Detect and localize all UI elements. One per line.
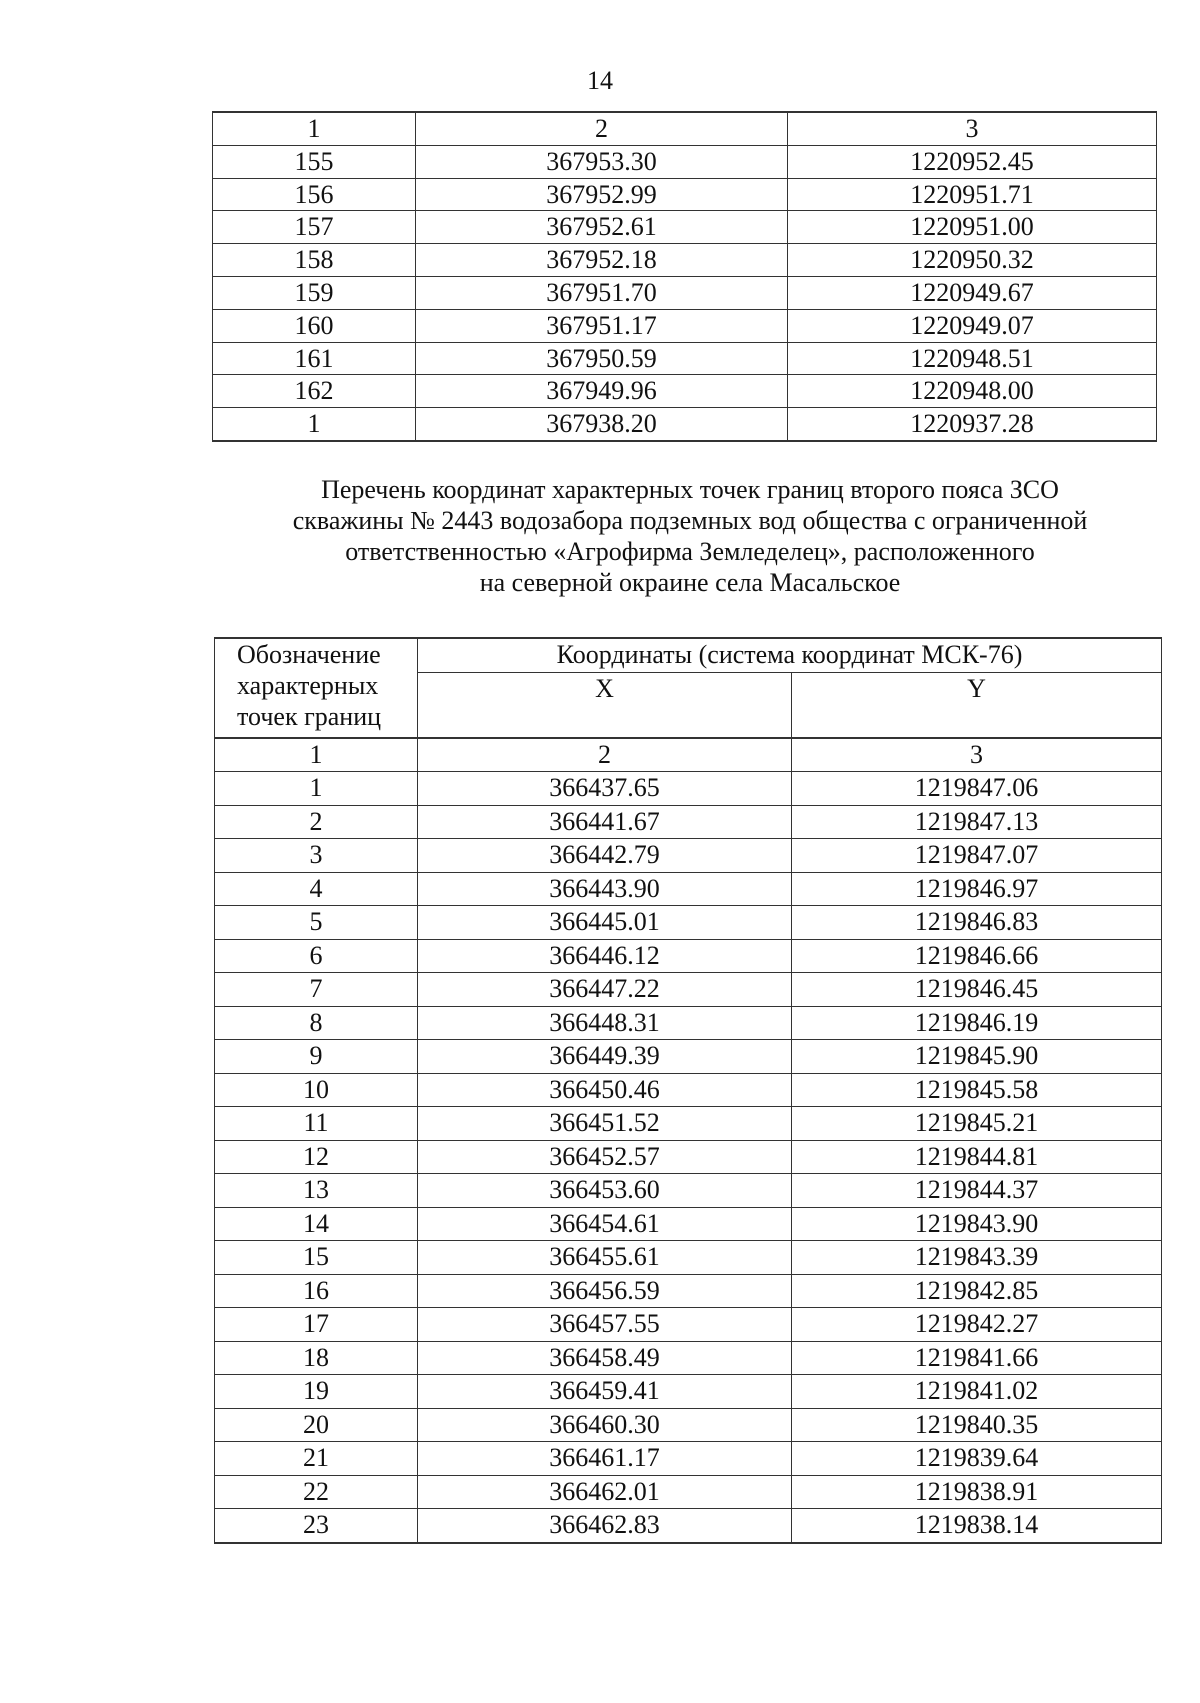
x-coordinate-cell: 366447.22 <box>418 973 792 1007</box>
table-row <box>215 1274 1162 1308</box>
x-coordinate-cell: 366450.46 <box>418 1073 792 1107</box>
header-row <box>215 638 1162 672</box>
table-row <box>215 906 1162 940</box>
y-coordinate-cell: 1219838.91 <box>792 1475 1162 1509</box>
y-coordinate-cell: 1219842.27 <box>792 1308 1162 1342</box>
x-coordinate-cell: 366456.59 <box>418 1274 792 1308</box>
table-row <box>215 1107 1162 1141</box>
x-coordinate-cell: 367950.59 <box>416 342 788 375</box>
y-coordinate-cell: 1219847.07 <box>792 839 1162 873</box>
section-title <box>200 474 1180 598</box>
table-row <box>213 408 1157 441</box>
table-body <box>215 638 1162 1543</box>
x-coordinate-cell: 366455.61 <box>418 1241 792 1275</box>
table-row <box>215 1073 1162 1107</box>
point-number-cell: 157 <box>213 211 416 244</box>
x-coordinate-cell: 366437.65 <box>418 772 792 806</box>
point-number-cell: 3 <box>215 839 418 873</box>
y-coordinate-cell: 1220948.51 <box>788 342 1157 375</box>
coordinates-table <box>214 637 1162 1544</box>
x-coordinate-cell: 367952.18 <box>416 244 788 277</box>
table-row <box>213 145 1157 178</box>
table-row <box>215 1006 1162 1040</box>
x-coordinate-cell: 366449.39 <box>418 1040 792 1074</box>
table-row <box>215 772 1162 806</box>
point-number-cell: 10 <box>215 1073 418 1107</box>
point-number-cell: 1 <box>213 408 416 441</box>
y-coordinate-cell: 1219847.13 <box>792 805 1162 839</box>
point-number-cell: 161 <box>213 342 416 375</box>
x-header: X <box>418 672 792 738</box>
point-number-cell: 156 <box>213 178 416 211</box>
x-coordinate-cell: 366459.41 <box>418 1375 792 1409</box>
y-coordinate-cell: 1219840.35 <box>792 1408 1162 1442</box>
x-coordinate-cell: 366461.17 <box>418 1442 792 1476</box>
section-title-line: скважины № 2443 водозабора подземных вод общества с ограниченной <box>292 506 1088 535</box>
section-title-line: на северной окраине села Масальское <box>479 568 901 597</box>
y-coordinate-cell: 1219845.90 <box>792 1040 1162 1074</box>
point-number-cell: 6 <box>215 939 418 973</box>
point-number-cell: 5 <box>215 906 418 940</box>
table-row <box>215 973 1162 1007</box>
table-row <box>215 1375 1162 1409</box>
table-row <box>215 805 1162 839</box>
y-header: Y <box>792 672 1162 738</box>
x-coordinate-cell: 367951.70 <box>416 276 788 309</box>
point-number-cell: 16 <box>215 1274 418 1308</box>
point-number-cell: 18 <box>215 1341 418 1375</box>
table-row <box>213 309 1157 342</box>
x-coordinate-cell: 366460.30 <box>418 1408 792 1442</box>
coordinates-group-header: Координаты (система координат МСК-76) <box>418 638 1162 672</box>
x-coordinate-cell: 366441.67 <box>418 805 792 839</box>
x-coordinate-cell: 366451.52 <box>418 1107 792 1141</box>
table-row <box>215 1241 1162 1275</box>
y-coordinate-cell: 1220948.00 <box>788 375 1157 408</box>
point-number-cell: 13 <box>215 1174 418 1208</box>
y-coordinate-cell: 1219841.02 <box>792 1375 1162 1409</box>
point-number-cell: 7 <box>215 973 418 1007</box>
y-coordinate-cell: 1219843.39 <box>792 1241 1162 1275</box>
point-number-cell: 160 <box>213 309 416 342</box>
x-coordinate-cell: 366462.01 <box>418 1475 792 1509</box>
point-number-cell: 19 <box>215 1375 418 1409</box>
column-number-cell: 3 <box>788 112 1157 145</box>
coordinates-table-continued <box>212 111 1157 442</box>
point-number-cell: 1 <box>215 772 418 806</box>
y-coordinate-cell: 1219842.85 <box>792 1274 1162 1308</box>
y-coordinate-cell: 1219846.45 <box>792 973 1162 1007</box>
y-coordinate-cell: 1219846.83 <box>792 906 1162 940</box>
y-coordinate-cell: 1219846.97 <box>792 872 1162 906</box>
y-coordinate-cell: 1219839.64 <box>792 1442 1162 1476</box>
table-row <box>215 872 1162 906</box>
x-coordinate-cell: 366445.01 <box>418 906 792 940</box>
section-title-line: ответственностью «Агрофирма Земледелец», расположенного <box>345 537 1035 566</box>
y-coordinate-cell: 1219847.06 <box>792 772 1162 806</box>
x-coordinate-cell: 366453.60 <box>418 1174 792 1208</box>
y-coordinate-cell: 1219844.37 <box>792 1174 1162 1208</box>
column-number-row <box>213 112 1157 145</box>
y-coordinate-cell: 1220950.32 <box>788 244 1157 277</box>
y-coordinate-cell: 1220949.07 <box>788 309 1157 342</box>
column-number-row <box>215 738 1162 772</box>
x-coordinate-cell: 366446.12 <box>418 939 792 973</box>
point-number-cell: 8 <box>215 1006 418 1040</box>
table-row <box>213 276 1157 309</box>
point-number-cell: 2 <box>215 805 418 839</box>
x-coordinate-cell: 366448.31 <box>418 1006 792 1040</box>
x-coordinate-cell: 366442.79 <box>418 839 792 873</box>
table-row <box>215 1308 1162 1342</box>
x-coordinate-cell: 366443.90 <box>418 872 792 906</box>
table-row <box>213 178 1157 211</box>
point-number-cell: 12 <box>215 1140 418 1174</box>
table-row <box>213 375 1157 408</box>
table-body <box>213 112 1157 441</box>
y-coordinate-cell: 1219843.90 <box>792 1207 1162 1241</box>
point-number-cell: 4 <box>215 872 418 906</box>
column-number-cell: 2 <box>416 112 788 145</box>
table-row <box>215 1341 1162 1375</box>
y-coordinate-cell: 1220937.28 <box>788 408 1157 441</box>
point-number-cell: 21 <box>215 1442 418 1476</box>
x-coordinate-cell: 367953.30 <box>416 145 788 178</box>
y-coordinate-cell: 1219838.14 <box>792 1509 1162 1543</box>
x-coordinate-cell: 367938.20 <box>416 408 788 441</box>
table-row <box>213 211 1157 244</box>
point-number-cell: 14 <box>215 1207 418 1241</box>
table-row <box>215 1442 1162 1476</box>
table-row <box>215 1509 1162 1543</box>
point-number-cell: 20 <box>215 1408 418 1442</box>
point-number-cell: 9 <box>215 1040 418 1074</box>
table-row <box>215 1040 1162 1074</box>
page-number: 14 <box>587 66 613 95</box>
column-number-cell: 1 <box>213 112 416 145</box>
x-coordinate-cell: 366454.61 <box>418 1207 792 1241</box>
column-number-cell: 2 <box>418 738 792 772</box>
table-row <box>215 1207 1162 1241</box>
x-coordinate-cell: 367952.61 <box>416 211 788 244</box>
x-coordinate-cell: 366457.55 <box>418 1308 792 1342</box>
designation-header: Обозначение характерных точек границ <box>215 638 418 738</box>
y-coordinate-cell: 1220951.00 <box>788 211 1157 244</box>
x-coordinate-cell: 367949.96 <box>416 375 788 408</box>
y-coordinate-cell: 1220951.71 <box>788 178 1157 211</box>
point-number-cell: 17 <box>215 1308 418 1342</box>
x-coordinate-cell: 367951.17 <box>416 309 788 342</box>
table-row <box>215 1140 1162 1174</box>
table-row <box>215 839 1162 873</box>
table-row <box>215 1408 1162 1442</box>
point-number-cell: 158 <box>213 244 416 277</box>
point-number-cell: 15 <box>215 1241 418 1275</box>
y-coordinate-cell: 1219845.21 <box>792 1107 1162 1141</box>
y-coordinate-cell: 1219841.66 <box>792 1341 1162 1375</box>
x-coordinate-cell: 366462.83 <box>418 1509 792 1543</box>
y-coordinate-cell: 1220949.67 <box>788 276 1157 309</box>
y-coordinate-cell: 1220952.45 <box>788 145 1157 178</box>
x-coordinate-cell: 366452.57 <box>418 1140 792 1174</box>
y-coordinate-cell: 1219845.58 <box>792 1073 1162 1107</box>
table-row <box>215 939 1162 973</box>
table-row <box>213 244 1157 277</box>
point-number-cell: 22 <box>215 1475 418 1509</box>
column-number-cell: 1 <box>215 738 418 772</box>
point-number-cell: 159 <box>213 276 416 309</box>
point-number-cell: 162 <box>213 375 416 408</box>
y-coordinate-cell: 1219844.81 <box>792 1140 1162 1174</box>
x-coordinate-cell: 366458.49 <box>418 1341 792 1375</box>
table-row <box>215 1475 1162 1509</box>
point-number-cell: 11 <box>215 1107 418 1141</box>
column-number-cell: 3 <box>792 738 1162 772</box>
y-coordinate-cell: 1219846.66 <box>792 939 1162 973</box>
section-title-line: Перечень координат характерных точек границ второго пояса ЗСО <box>321 475 1059 504</box>
table-row <box>215 1174 1162 1208</box>
point-number-cell: 155 <box>213 145 416 178</box>
table-row <box>213 342 1157 375</box>
x-coordinate-cell: 367952.99 <box>416 178 788 211</box>
y-coordinate-cell: 1219846.19 <box>792 1006 1162 1040</box>
point-number-cell: 23 <box>215 1509 418 1543</box>
